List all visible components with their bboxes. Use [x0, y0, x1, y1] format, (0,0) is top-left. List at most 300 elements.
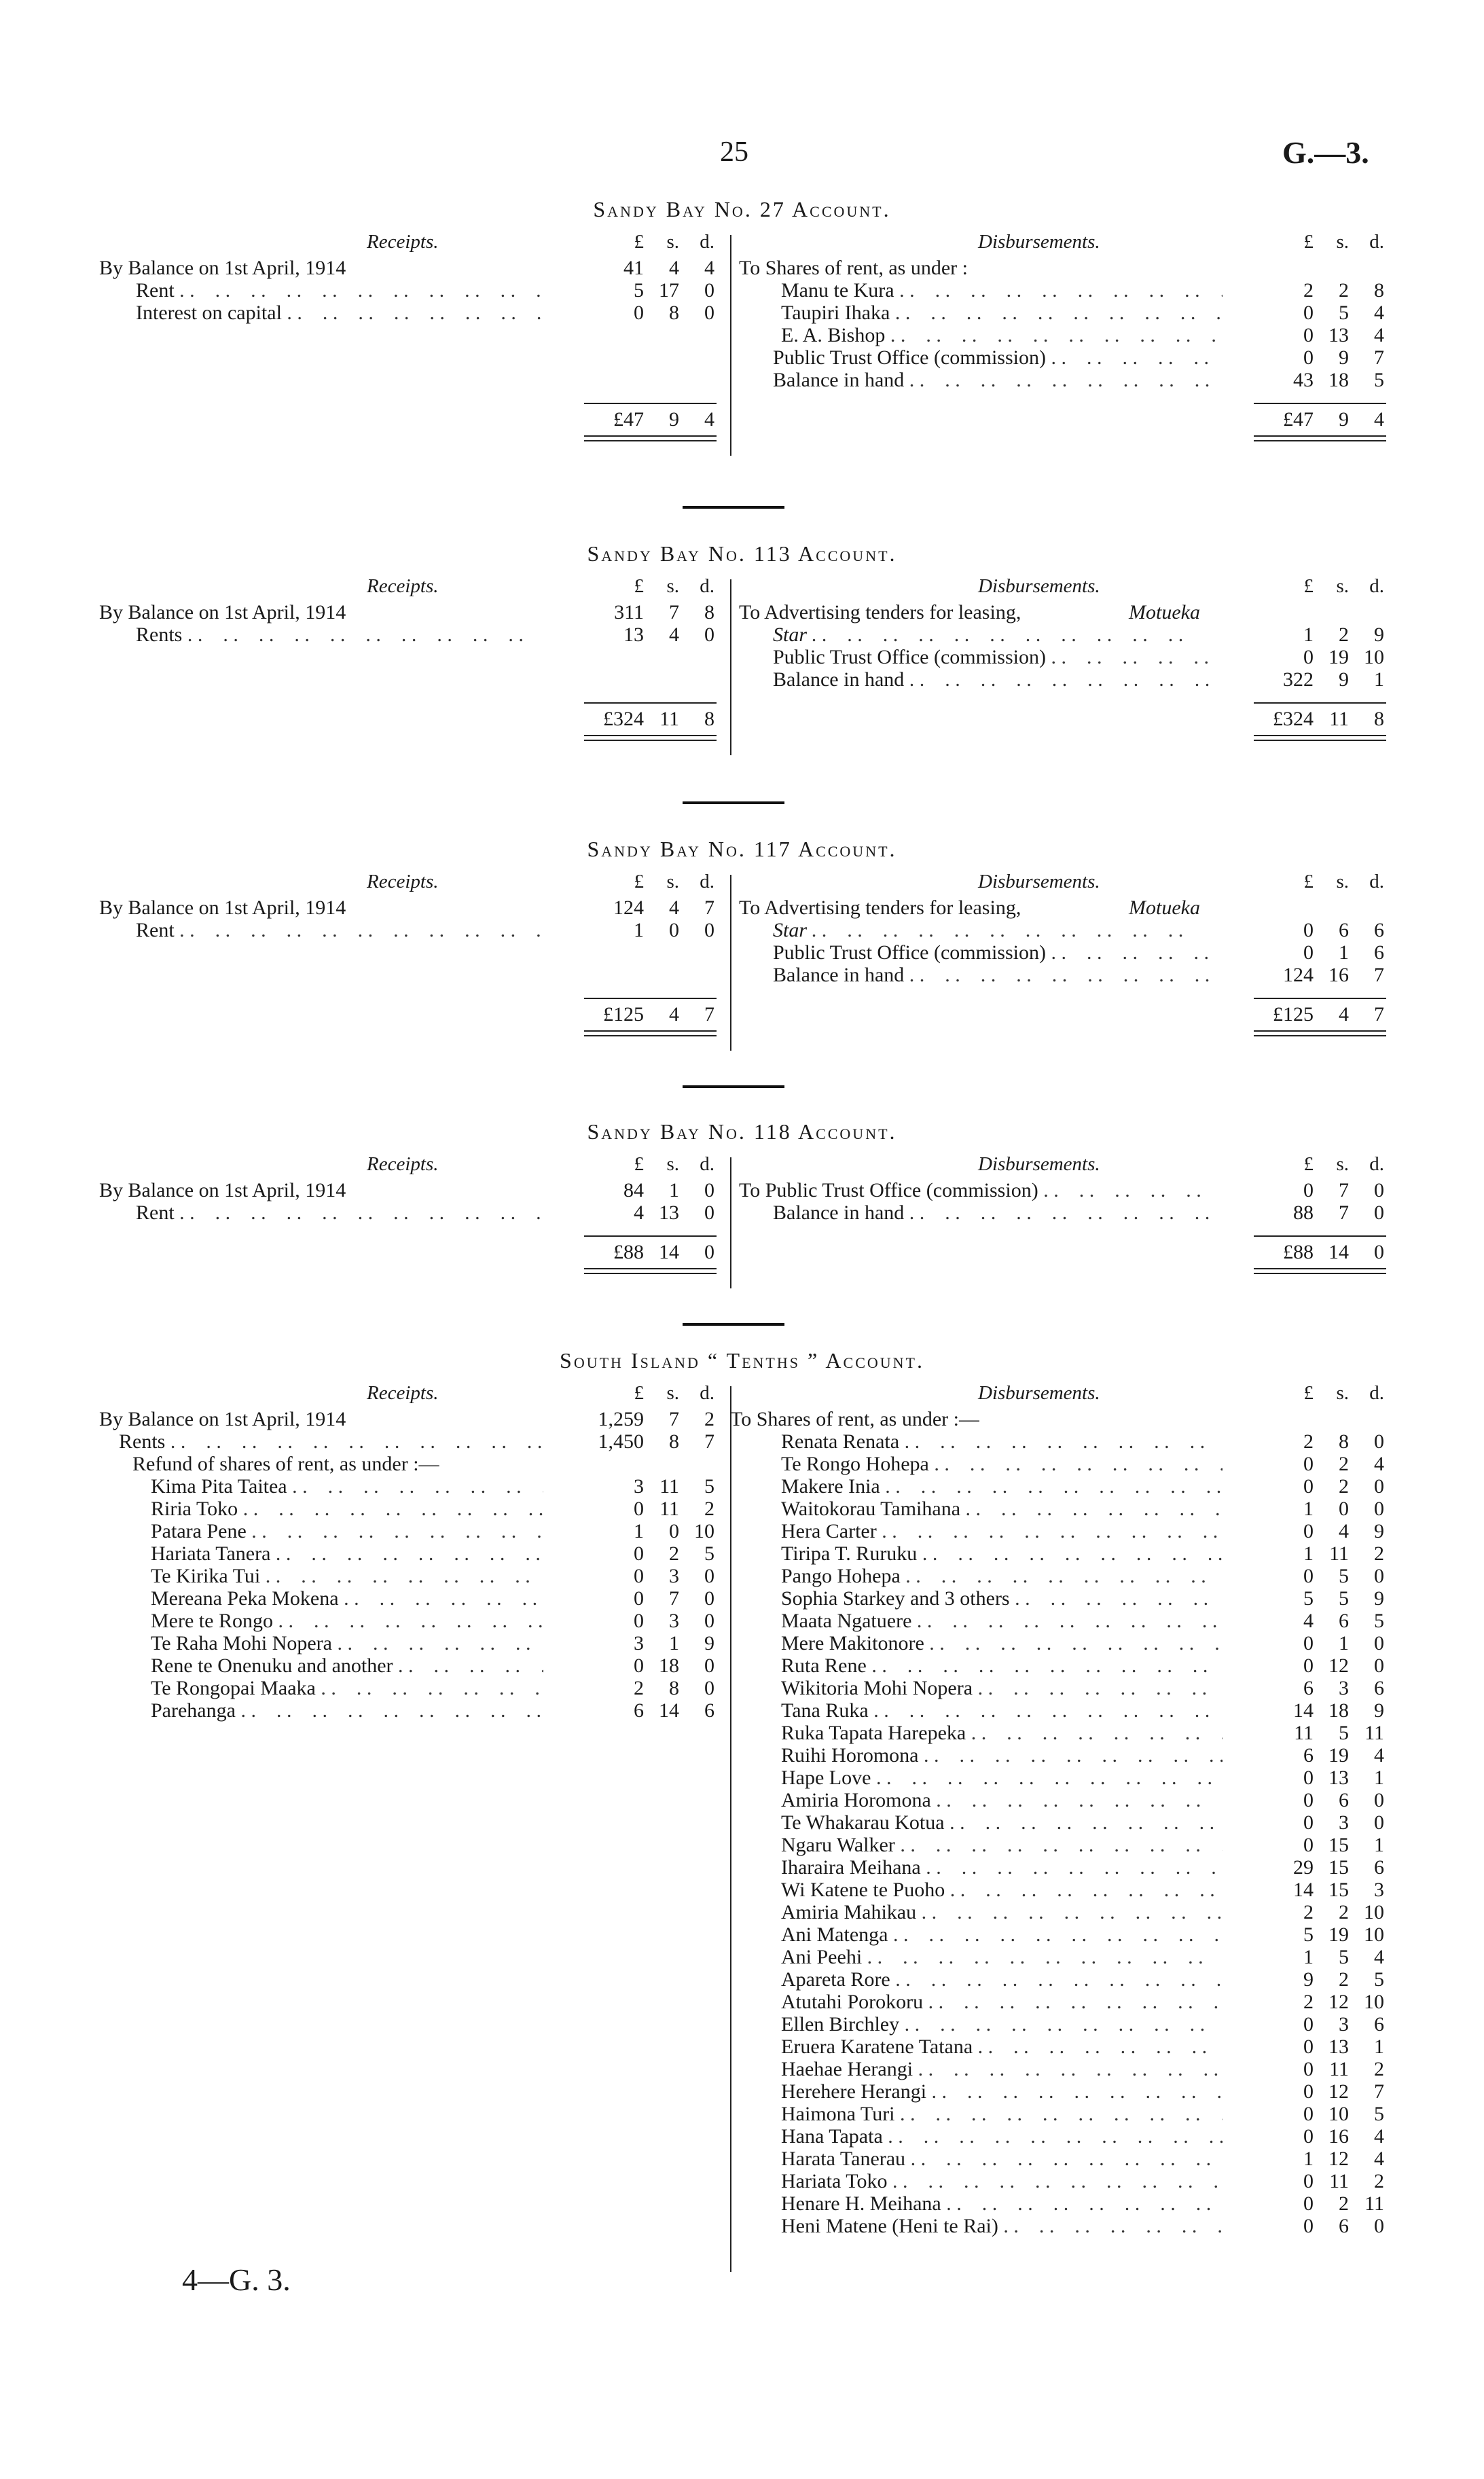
amount-shillings: 8 [669, 302, 679, 324]
amount-shillings: 6 [1339, 2215, 1349, 2237]
amount-shillings: 2 [1339, 1453, 1349, 1475]
amount-shillings: 6 [1339, 919, 1349, 941]
amount-shillings: 11 [1329, 1542, 1349, 1565]
amount-shillings: 5 [1339, 1587, 1349, 1610]
receipt-amount [571, 302, 714, 325]
disbursement-amount [1240, 1542, 1384, 1566]
disbursement-label: Haimona Turi . . [781, 2103, 1223, 2126]
amount-pounds: 1 [1303, 1946, 1314, 1968]
amount-pounds: 322 [1283, 668, 1314, 691]
amount-pence: 5 [1374, 1610, 1384, 1632]
disbursement-amount [1240, 2148, 1384, 2171]
amount-shillings: 17 [659, 279, 679, 302]
receipt-label: Riria Toko . . [151, 1498, 543, 1521]
total-value: 11 [1329, 708, 1349, 730]
amount-shillings: 16 [1328, 2125, 1349, 2148]
column-unit: s. [1336, 871, 1349, 892]
amount-pounds: 0 [1303, 646, 1314, 668]
amount-shillings: 3 [1339, 1811, 1349, 1834]
section-separator [683, 801, 784, 804]
amount-pence: 5 [1374, 2103, 1384, 2125]
total-value: 7 [704, 1003, 714, 1026]
newspaper-name: Motueka [1129, 601, 1200, 623]
column-unit: d. [1369, 1382, 1384, 1404]
receipt-amount [571, 1408, 714, 1431]
disbursement-amount [1240, 2192, 1384, 2215]
amount-pounds: 11 [1294, 1722, 1314, 1744]
total-value: £324 [1273, 708, 1314, 730]
column-unit: £ [634, 231, 644, 253]
amount-shillings: 2 [669, 1542, 679, 1565]
column-unit: £ [634, 575, 644, 597]
amount-pounds: 0 [1303, 2170, 1314, 2192]
amount-pence: 5 [1374, 369, 1384, 391]
disbursement-label: Ani Peehi . . [781, 1946, 1223, 1969]
disbursement-label: Atutahi Porokoru . . [781, 1991, 1223, 2014]
disbursement-amount [1240, 1991, 1384, 2014]
amount-pounds: 5 [634, 279, 644, 302]
disbursements-column-header [1240, 871, 1384, 893]
amount-pence: 6 [1374, 1677, 1384, 1699]
amount-shillings: 14 [659, 1699, 679, 1722]
amount-pence: 0 [1374, 1475, 1384, 1498]
amount-shillings: 8 [1339, 1430, 1349, 1453]
column-unit: d. [700, 1153, 714, 1175]
column-unit: £ [634, 1382, 644, 1404]
disbursement-amount [1240, 1879, 1384, 1902]
receipt-label: Te Rongopai Maaka . . [151, 1677, 543, 1700]
column-unit: £ [634, 871, 644, 892]
total-rule [1254, 702, 1386, 704]
account-title: Sandy Bay No. 113 Account. [587, 541, 897, 566]
disbursements-column-header [1240, 1153, 1384, 1176]
disbursement-amount [1240, 1610, 1384, 1633]
disbursement-amount [1240, 369, 1384, 392]
receipt-amount [571, 1201, 714, 1225]
amount-shillings: 11 [659, 1475, 679, 1498]
disbursement-amount [1240, 2170, 1384, 2193]
amount-pounds: 2 [1303, 279, 1314, 302]
amount-shillings: 2 [1339, 1475, 1349, 1498]
amount-pence: 0 [704, 1654, 714, 1677]
amount-pence: 2 [1374, 2170, 1384, 2192]
receipt-label: Rent . . [136, 279, 543, 302]
amount-pence: 0 [704, 1179, 714, 1201]
column-unit: d. [1369, 575, 1384, 597]
column-divider [730, 235, 731, 456]
page-number: 25 [720, 137, 748, 168]
disbursement-label: Waitokorau Tamihana . . [781, 1498, 1223, 1521]
total-double-rule [1254, 1268, 1386, 1274]
amount-shillings: 6 [1339, 1610, 1349, 1632]
total-double-rule [1254, 435, 1386, 441]
receipt-amount [571, 1654, 714, 1678]
amount-pence: 6 [1374, 919, 1384, 941]
disbursement-amount [1240, 646, 1384, 669]
amount-shillings: 12 [1328, 1991, 1349, 2013]
amount-shillings: 12 [1328, 2080, 1349, 2103]
receipts-heading: Receipts. [367, 575, 439, 597]
amount-shillings: 11 [659, 1498, 679, 1520]
amount-pence: 7 [704, 1430, 714, 1453]
amount-pounds: 0 [1303, 1453, 1314, 1475]
disbursement-amount [1240, 1767, 1384, 1790]
amount-pounds: 0 [1303, 1654, 1314, 1677]
disbursement-label: Hera Carter . . [781, 1520, 1223, 1543]
amount-pence: 7 [1374, 964, 1384, 986]
column-unit: s. [666, 1153, 679, 1175]
amount-pounds: 2 [1303, 1901, 1314, 1923]
amount-pence: 6 [1374, 1856, 1384, 1879]
amount-pence: 0 [704, 302, 714, 324]
amount-pence: 9 [1374, 1520, 1384, 1542]
amount-pounds: 0 [1303, 1565, 1314, 1587]
disbursement-amount [1240, 2103, 1384, 2126]
receipt-amount [571, 897, 714, 920]
total-value: £125 [603, 1003, 644, 1026]
receipt-label: Mere te Rongo . . [151, 1610, 543, 1633]
disbursement-label: Harata Tanerau . . [781, 2148, 1223, 2171]
amount-pounds: 5 [1303, 1923, 1314, 1946]
amount-pounds: 1 [1303, 1542, 1314, 1565]
amount-shillings: 18 [1328, 1699, 1349, 1722]
amount-pence: 9 [1374, 1699, 1384, 1722]
disbursement-amount [1240, 1677, 1384, 1700]
amount-pence: 4 [1374, 324, 1384, 346]
disbursement-label: Star . . [773, 919, 1184, 942]
footer-signature: 4—G. 3. [182, 2262, 291, 2297]
disbursement-amount [1240, 1475, 1384, 1498]
column-unit: £ [1303, 1153, 1314, 1175]
amount-shillings: 15 [1328, 1856, 1349, 1879]
amount-shillings: 2 [1339, 279, 1349, 302]
amount-pence: 0 [704, 623, 714, 646]
amount-pence: 9 [1374, 1587, 1384, 1610]
receipt-label: Te Kirika Tui . . [151, 1565, 543, 1588]
amount-shillings: 0 [1339, 1498, 1349, 1520]
amount-pounds: 43 [1293, 369, 1314, 391]
receipt-label: By Balance on 1st April, 1914 [99, 257, 346, 279]
amount-shillings: 7 [669, 601, 679, 623]
amount-pounds: 0 [1303, 346, 1314, 369]
total-rule [1254, 1235, 1386, 1237]
disbursement-amount [1240, 1856, 1384, 1879]
amount-shillings: 7 [1339, 1179, 1349, 1201]
disbursement-label: Wikitoria Mohi Nopera . . [781, 1677, 1223, 1700]
amount-pounds: 13 [623, 623, 644, 646]
amount-shillings: 19 [1328, 1923, 1349, 1946]
total-value: £88 [613, 1241, 644, 1263]
receipt-label: Rene te Onenuku and another . . [151, 1654, 543, 1678]
section-separator [683, 506, 784, 509]
amount-pounds: 311 [614, 601, 644, 623]
total-rule [584, 403, 717, 404]
amount-shillings: 8 [669, 1430, 679, 1453]
disbursement-label: Ruta Rene . . [781, 1654, 1223, 1678]
disbursement-label: Balance in hand . . [773, 964, 1223, 987]
amount-pence: 11 [1364, 1722, 1384, 1744]
disbursement-label: Wi Katene te Puoho . . [781, 1879, 1223, 1902]
amount-pounds: 0 [634, 302, 644, 324]
amount-shillings: 7 [669, 1408, 679, 1430]
disbursement-amount [1240, 1968, 1384, 1991]
receipts-heading: Receipts. [367, 871, 439, 892]
amount-pence: 0 [704, 1201, 714, 1224]
disbursement-label: Ruihi Horomona . . [781, 1744, 1223, 1767]
disbursement-label: Henare H. Meihana . . [781, 2192, 1223, 2215]
total-value: 8 [704, 708, 714, 730]
disbursement-amount [1240, 2035, 1384, 2059]
receipt-amount [571, 1677, 714, 1700]
disbursement-amount [1240, 1565, 1384, 1588]
receipts-heading: Receipts. [367, 1153, 439, 1175]
amount-pence: 9 [704, 1632, 714, 1654]
column-unit: s. [1336, 1153, 1349, 1175]
receipts-heading: Receipts. [367, 231, 439, 253]
amount-pence: 2 [1374, 1542, 1384, 1565]
disbursement-label: Taupiri Ihaka . . [781, 302, 1223, 325]
amount-pounds: 1 [1303, 1498, 1314, 1520]
receipt-label: Mereana Peka Mokena . . [151, 1587, 543, 1610]
disbursement-amount [1240, 2125, 1384, 2148]
disbursements-total [1240, 1241, 1384, 1264]
total-value: 4 [1374, 408, 1384, 431]
amount-pence: 10 [1364, 1923, 1384, 1946]
receipt-label: By Balance on 1st April, 1914 [99, 897, 346, 919]
disbursements-heading: Disbursements. [978, 1382, 1100, 1404]
column-unit: d. [700, 231, 714, 253]
amount-pounds: 0 [634, 1587, 644, 1610]
total-value: £125 [1273, 1003, 1314, 1026]
receipt-label: By Balance on 1st April, 1914 [99, 1179, 346, 1201]
amount-pence: 5 [704, 1542, 714, 1565]
document-code: G.—3. [1282, 135, 1369, 170]
amount-pence: 0 [1374, 1498, 1384, 1520]
amount-shillings: 9 [1339, 346, 1349, 369]
amount-pounds: 5 [1303, 1587, 1314, 1610]
amount-pounds: 9 [1303, 1968, 1314, 1991]
amount-shillings: 11 [1329, 2170, 1349, 2192]
disbursements-heading: Disbursements. [978, 231, 1100, 253]
amount-pounds: 3 [634, 1632, 644, 1654]
disbursement-amount [1240, 346, 1384, 369]
amount-pence: 2 [704, 1498, 714, 1520]
amount-pence: 9 [1374, 623, 1384, 646]
amount-pounds: 0 [1303, 1834, 1314, 1856]
amount-pounds: 0 [1303, 2013, 1314, 2035]
amount-pence: 0 [1374, 1430, 1384, 1453]
amount-shillings: 13 [1328, 324, 1349, 346]
disbursement-amount [1240, 1722, 1384, 1745]
total-rule [1254, 998, 1386, 999]
disbursement-label: Sophia Starkey and 3 others . . [781, 1587, 1223, 1610]
receipt-amount [571, 279, 714, 302]
amount-pence: 8 [1374, 279, 1384, 302]
column-unit: £ [1303, 871, 1314, 892]
amount-pounds: 4 [634, 1201, 644, 1224]
amount-pence: 11 [1364, 2192, 1384, 2215]
disbursement-label: Te Whakarau Kotua . . [781, 1811, 1223, 1834]
column-unit: d. [1369, 871, 1384, 892]
amount-pence: 4 [1374, 1744, 1384, 1767]
amount-pence: 4 [1374, 2125, 1384, 2148]
amount-shillings: 5 [1339, 1565, 1349, 1587]
disbursements-total [1240, 1003, 1384, 1026]
amount-pounds: 14 [1293, 1699, 1314, 1722]
receipt-label: Parehanga . . [151, 1699, 543, 1722]
disbursement-amount [1240, 1946, 1384, 1969]
amount-pounds: 41 [623, 257, 644, 279]
receipt-amount [571, 257, 714, 280]
amount-pence: 7 [1374, 2080, 1384, 2103]
disbursement-amount [1240, 1520, 1384, 1543]
receipt-amount [571, 623, 714, 647]
amount-pounds: 0 [634, 1565, 644, 1587]
total-double-rule [584, 735, 717, 741]
disbursement-amount [1240, 1744, 1384, 1767]
disbursement-amount [1240, 1632, 1384, 1655]
amount-pounds: 1 [1303, 623, 1314, 646]
amount-pounds: 1,259 [598, 1408, 644, 1430]
disbursement-label: Mere Makitonore . . [781, 1632, 1223, 1655]
column-unit: £ [1303, 231, 1314, 253]
total-double-rule [584, 1268, 717, 1274]
disbursements-column-header [1240, 231, 1384, 253]
disbursements-total [1240, 408, 1384, 431]
amount-pence: 6 [1374, 2013, 1384, 2035]
amount-shillings: 6 [1339, 1789, 1349, 1811]
total-rule [584, 702, 717, 704]
amount-shillings: 5 [1339, 1946, 1349, 1968]
receipts-column-header [571, 1153, 714, 1176]
account-title: Sandy Bay No. 118 Account. [587, 1119, 897, 1144]
disbursement-label: Balance in hand . . [773, 1201, 1223, 1225]
disbursement-label: Amiria Horomona . . [781, 1789, 1223, 1812]
amount-pence: 10 [1364, 646, 1384, 668]
disbursement-label: Hape Love . . [781, 1767, 1223, 1790]
amount-pence: 4 [704, 257, 714, 279]
amount-pence: 0 [704, 1610, 714, 1632]
amount-pence: 6 [1374, 941, 1384, 964]
disbursement-label: Te Rongo Hohepa . . [781, 1453, 1223, 1476]
column-unit: £ [1303, 1382, 1314, 1404]
amount-pence: 5 [1374, 1968, 1384, 1991]
disbursement-amount [1240, 1453, 1384, 1476]
amount-pounds: 14 [1293, 1879, 1314, 1901]
amount-pence: 0 [704, 279, 714, 302]
amount-shillings: 11 [1329, 2058, 1349, 2080]
disbursement-amount [1240, 623, 1384, 647]
amount-pence: 7 [704, 897, 714, 919]
amount-shillings: 10 [1328, 2103, 1349, 2125]
disbursements-total [1240, 708, 1384, 731]
account-title: Sandy Bay No. 117 Account. [587, 837, 897, 861]
disbursement-label: Haehae Herangi . . [781, 2058, 1223, 2081]
receipt-label: Rent . . [136, 1201, 543, 1225]
disbursement-amount [1240, 2080, 1384, 2103]
amount-shillings: 1 [669, 1179, 679, 1201]
receipt-amount [571, 601, 714, 624]
amount-pounds: 6 [1303, 1744, 1314, 1767]
disbursement-amount [1240, 1789, 1384, 1812]
disbursement-amount [1240, 2013, 1384, 2036]
amount-pounds: 1,450 [598, 1430, 644, 1453]
disbursement-label: Ellen Birchley . . [781, 2013, 1223, 2036]
receipts-column-header [571, 871, 714, 893]
amount-pounds: 0 [1303, 941, 1314, 964]
amount-pence: 7 [1374, 346, 1384, 369]
section-separator [683, 1085, 784, 1088]
receipt-label: Rent . . [136, 919, 543, 942]
disbursements-heading: Disbursements. [978, 1153, 1100, 1175]
amount-pence: 5 [704, 1475, 714, 1498]
disbursement-amount [1240, 1901, 1384, 1924]
column-divider [730, 1157, 731, 1288]
total-rule [1254, 403, 1386, 404]
receipt-amount [571, 919, 714, 942]
amount-pounds: 0 [1303, 1789, 1314, 1811]
amount-pounds: 0 [1303, 1179, 1314, 1201]
disbursement-label: Balance in hand . . [773, 369, 1223, 392]
amount-shillings: 2 [1339, 623, 1349, 646]
receipt-amount [571, 1475, 714, 1498]
column-unit: d. [1369, 1153, 1384, 1175]
amount-shillings: 2 [1339, 2192, 1349, 2215]
amount-shillings: 2 [1339, 1901, 1349, 1923]
receipt-amount [571, 1587, 714, 1610]
amount-pounds: 0 [1303, 2125, 1314, 2148]
amount-shillings: 3 [1339, 2013, 1349, 2035]
receipts-total [571, 408, 714, 431]
disbursement-label: To Shares of rent, as under :— [730, 1408, 979, 1430]
total-value: 8 [1374, 708, 1384, 730]
amount-pounds: 0 [1303, 1520, 1314, 1542]
disbursement-label: Apareta Rore . . [781, 1968, 1223, 1991]
amount-pence: 1 [1374, 1767, 1384, 1789]
disbursement-label: Manu te Kura . . [781, 279, 1223, 302]
disbursement-label: Balance in hand . . [773, 668, 1223, 691]
disbursement-label: Herehere Herangi . . [781, 2080, 1223, 2103]
receipt-label: Interest on capital . . [136, 302, 543, 325]
amount-shillings: 15 [1328, 1879, 1349, 1901]
amount-pence: 10 [1364, 1991, 1384, 2013]
amount-pence: 1 [1374, 668, 1384, 691]
amount-pounds: 124 [1283, 964, 1314, 986]
amount-shillings: 1 [1339, 1632, 1349, 1654]
disbursement-amount [1240, 1834, 1384, 1857]
disbursement-amount [1240, 1430, 1384, 1453]
disbursements-heading: Disbursements. [978, 871, 1100, 892]
receipt-amount [571, 1430, 714, 1453]
amount-shillings: 7 [669, 1587, 679, 1610]
amount-pounds: 4 [1303, 1610, 1314, 1632]
column-unit: d. [1369, 231, 1384, 253]
disbursement-label: Maata Ngatuere . . [781, 1610, 1223, 1633]
total-value: £88 [1283, 1241, 1314, 1263]
amount-shillings: 5 [1339, 1722, 1349, 1744]
amount-shillings: 4 [1339, 1520, 1349, 1542]
disbursement-amount [1240, 1923, 1384, 1947]
receipts-total [571, 708, 714, 731]
disbursement-amount [1240, 1811, 1384, 1834]
disbursement-label: Public Trust Office (commission) . . [773, 346, 1223, 369]
disbursement-label: To Shares of rent, as under : [739, 257, 968, 279]
amount-pounds: 0 [634, 1610, 644, 1632]
disbursement-label: Makere Inia . . [781, 1475, 1223, 1498]
amount-pounds: 1 [634, 919, 644, 941]
total-value: 9 [669, 408, 679, 431]
amount-pence: 0 [1374, 1654, 1384, 1677]
